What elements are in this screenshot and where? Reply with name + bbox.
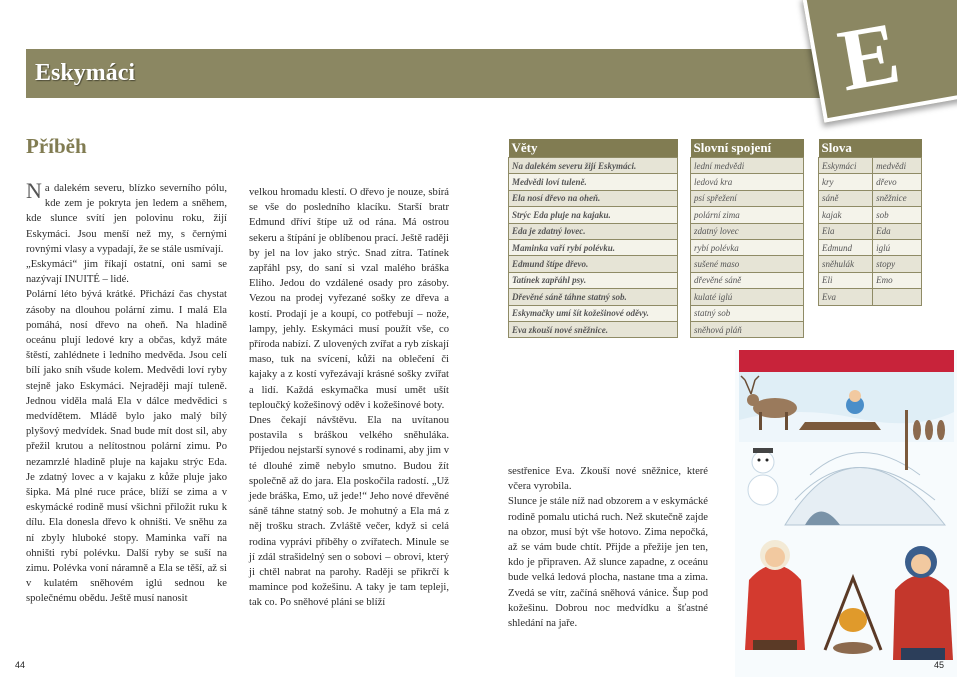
table-cell: Dřevěné sáně táhne statný sob.: [509, 289, 678, 305]
table-cell: medvědi: [873, 158, 922, 174]
table-cell: kulaté iglú: [691, 289, 804, 305]
table-cell: ledová kra: [691, 174, 804, 190]
story-paragraph: Na dalekém severu, blízko severního pólu, kde zem je pokryta jen ledem a sněhem, kde slunce svítí jen polovinu roku, žijí Eskymáci. Jsou menší než my, s černými rovnými vlasy a vypadají, že se stále usmívají.: [26, 178, 227, 255]
table-cell: Eva: [819, 289, 873, 305]
table-cell: iglú: [873, 239, 922, 255]
table-cell: kry: [819, 174, 873, 190]
table-cell: Maminka vaří rybí polévku.: [509, 239, 678, 255]
table-cell: sáně: [819, 190, 873, 206]
story-column-2: [249, 185, 449, 611]
table-cell: sněhová pláň: [691, 321, 804, 337]
eskimo-illustration: [735, 350, 957, 677]
table-cell: statný sob: [691, 305, 804, 321]
table-cell: polární zima: [691, 207, 804, 223]
story-paragraph: „Eskymáci“ jim říkají ostatní, oni sami se nazývají INUITÉ – lidé.: [26, 259, 227, 286]
table-cell: [873, 289, 922, 305]
page-title: Eskymáci: [35, 60, 136, 86]
table-cell: sob: [873, 207, 922, 223]
table-cell: psí spřežení: [691, 190, 804, 206]
words-table: [818, 139, 922, 306]
section-heading: Příběh: [26, 134, 87, 158]
table-cell: sušené maso: [691, 256, 804, 272]
page-number-right: 45: [934, 660, 945, 670]
phrases-table: [690, 139, 804, 338]
table-cell: Eli: [819, 272, 873, 288]
table-header: Slovní spojení: [691, 139, 804, 158]
table-cell: Tatínek zapřáhl psy.: [509, 272, 678, 288]
table-cell: Emo: [873, 272, 922, 288]
table-cell: Ela: [819, 223, 873, 239]
table-cell: sněžnice: [873, 190, 922, 206]
table-header: Slova: [819, 139, 922, 158]
table-cell: Eskymačky umí šít kožešinové oděvy.: [509, 305, 678, 321]
table-cell: zdatný lovec: [691, 223, 804, 239]
table-cell: sněhulák: [819, 256, 873, 272]
story-column-3: [508, 464, 708, 631]
table-cell: Edmund štípe dřevo.: [509, 256, 678, 272]
table-cell: Strýc Eda pluje na kajaku.: [509, 207, 678, 223]
table-header: Věty: [509, 139, 678, 158]
table-cell: Edmund: [819, 239, 873, 255]
table-cell: lední medvědi: [691, 158, 804, 174]
table-cell: Na dalekém severu žijí Eskymáci.: [509, 158, 678, 174]
story-paragraph: Slunce je stále níž nad obzorem a v eskymácké rodině pomalu utichá ruch. Než skutečně zajde na obzor, musí být vše hotovo. Zima nepočká, až se vám bude chtít. Přijde a přežije jen ten, kdo je připraven. Až slunce zapadne, z oceánu bude velká ledová plocha, nastane tma a zima. Zvedá se vítr, začíná sněhová vánice. Šup pod kožešinu. Dobrou noc medvídku a šťastné shledání na jaře.: [508, 496, 708, 630]
table-cell: Ela nosí dřevo na oheň.: [509, 190, 678, 206]
table-cell: kajak: [819, 207, 873, 223]
drop-cap: N: [26, 178, 42, 203]
corner-letter: E: [831, 4, 907, 111]
table-cell: Eda: [873, 223, 922, 239]
table-cell: Eskymáci: [819, 158, 873, 174]
story-paragraph: Dnes čekají návštěvu. Ela na uvítanou postavila s bráškou velkého sněhuláka. Přijedou nejstarší synové s rodinami, aby jim v té dlouhé zimě nebylo smutno. Budou žít společně až do jara. Ela poskočila radostí. „Už jede bráška, Emo, už jede!“ Jeho nové dřevěné sáně táhne statný sob. Je mohutný a Ela má z něj trošku strach. Zvláště večer, když si celá rodina vyprávi příběhy o zvířatech. Minule se jí zdál strašidelný sen o sobovi – obrovi, který ji chtěl nabrat na parohy. Raději se přikrčí k mamince pod kožešinu. A taky je tam tepleji, tak co. Po sněhové pláni se blíží: [249, 415, 449, 609]
table-cell: Eva zkouší nové sněžnice.: [509, 321, 678, 337]
table-cell: dřevo: [873, 174, 922, 190]
story-paragraph: sestřenice Eva. Zkouší nové sněžnice, které včera vyrobila.: [508, 466, 708, 493]
sentences-table: [508, 139, 678, 338]
table-cell: dřevěné sáně: [691, 272, 804, 288]
table-cell: Medvědi loví tuleně.: [509, 174, 678, 190]
table-cell: Eda je zdatný lovec.: [509, 223, 678, 239]
sled-figure: [799, 422, 881, 430]
story-column-1: [26, 178, 227, 607]
table-cell: rybí polévka: [691, 239, 804, 255]
story-paragraph: Polární léto bývá krátké. Přichází čas chystat zásoby na dlouhou polární zimu. I malá Ela pomáhá, nosí dřevo na oheň. Na hladině oceánu plují ledové kry a občas, když máte štěstí, zahlédnete i ledního medvěda. Jsou celí bílí jako sníh všude kolem. Medvědi loví ryby stejně jako Eskymáci. Nejraději mají tuleně. Jednou viděla malá Ela v dálce medvědici s medvídětem. Mládě bylo jako malý bílý plyšový medvídek. Snad bude mít dost sil, aby přežil krutou a nelítostnou polární zimu. Po nezamrzlé hladině pluje na kajaku strýc Eda. Je zdatný lovec a v kajaku z kůže pluje jako šipka. Má plné ruce práce, blíží se zima a v eskymácké rodině musí všichni přiložit ruku k dílu. Ela donesla dřevo k ohništi. Ve sněhu za ní zbyly hluboké stopy. Maminka vaří na ohništi rybí polévku. Další ryby se suší na zimu. Polévka voní náramně a Ela se těší, až si v kulatém sněhovém iglú sednou ke společnému obědu. Ještě musí nanosit: [26, 289, 227, 605]
page-number-left: 44: [15, 660, 26, 670]
story-paragraph: velkou hromadu klestí. O dřevo je nouze, sbírá se vše do posledního klacíku. Starší bratr Edmund dříví štípe už od rána. Má ostrou sekeru a štípání je oblíbenou prací. Ještě raději by jel na lov jako strýc. Snad zítra. Tatínek zapřáhl psy, do saní si vzal malého bráška Eliho. Jedou do vzdálené osady pro zásoby. Vezou na prodej vyřezané sošky ze dřeva a kostí. Prodají je a koupí, co potřebují – nože, lampy, jehly. Eskymáci musí použít vše, co příroda nabízí. Z ulovených zvířat a ryb získají maso, tuk na svícení, kůži na oblečení či kajaky a z kostí vyřezávají krásné sošky zvířat a lidí. Každá eskymačka musí umět ušít teploučký kožešinový oděv i kožešinové boty.: [249, 187, 449, 411]
illustration-banner: [739, 350, 954, 372]
table-cell: stopy: [873, 256, 922, 272]
